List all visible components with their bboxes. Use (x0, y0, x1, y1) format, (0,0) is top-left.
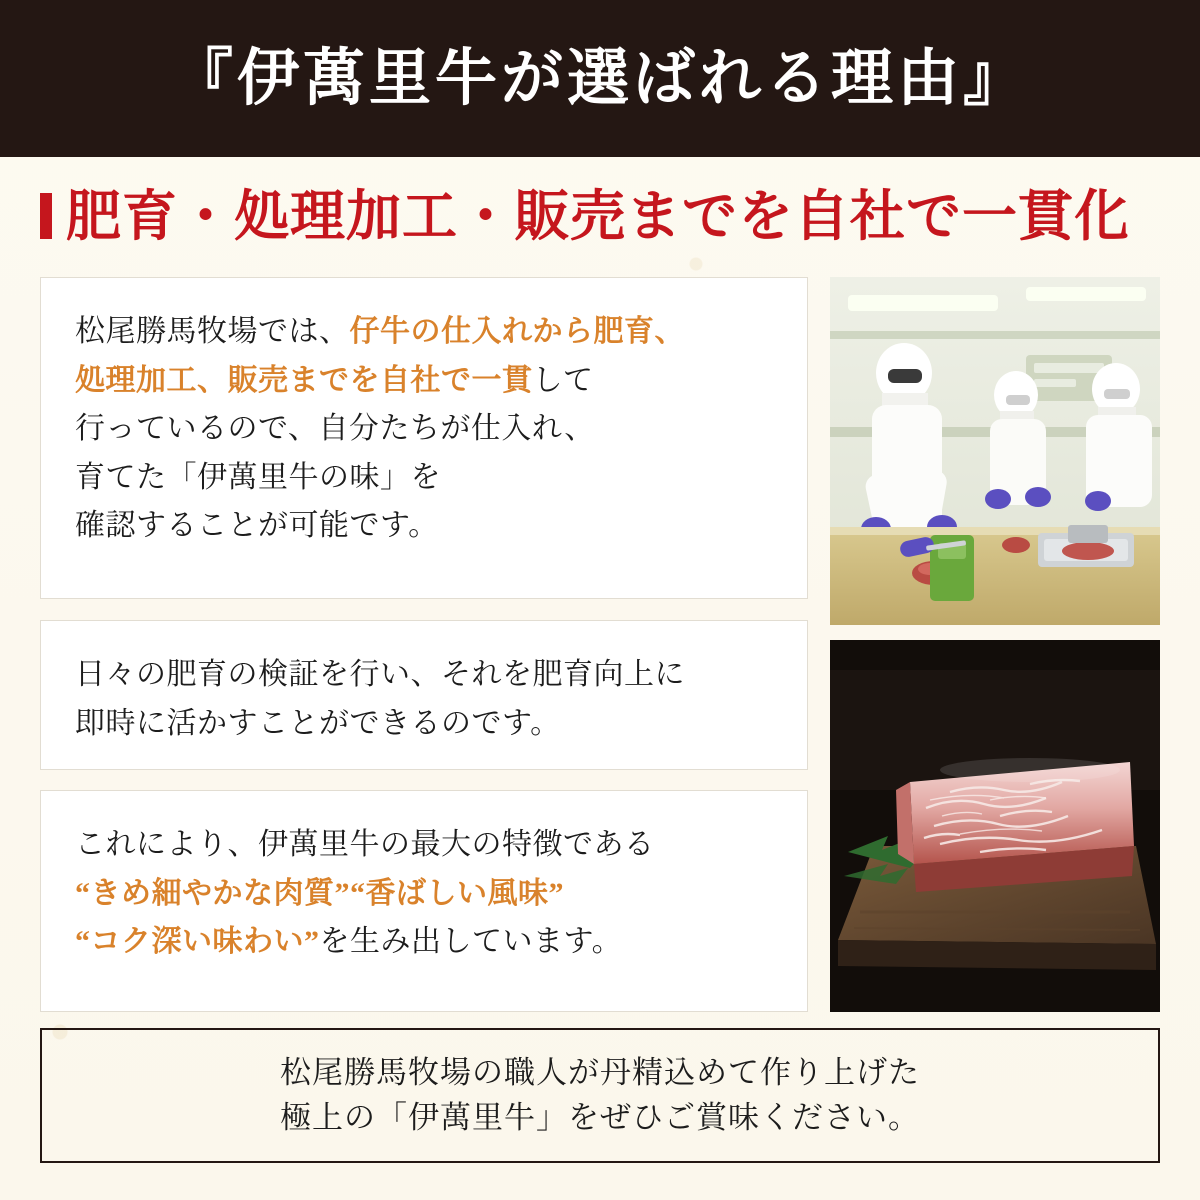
header-banner (0, 0, 1200, 157)
footer-line-2: 極上の「伊萬里牛」をぜひご賞味ください。 (280, 1099, 920, 1135)
text-box-2 (40, 620, 808, 770)
paragraph-line: 日々の肥育の検証を行い、それを肥育向上に (75, 658, 685, 691)
line-segment: を生み出しています。 (319, 925, 623, 959)
paragraph-line: これにより、伊萬里牛の最大の特徴である (75, 828, 655, 861)
footer-line-1: 松尾勝馬牧場の職人が丹精込めて作り上げた (280, 1054, 920, 1090)
subtitle-label: 肥育・処理加工・販売までを自社で一貫化 (66, 185, 1131, 247)
text-box-2-content (41, 621, 807, 778)
section-subtitle (40, 180, 1170, 252)
paragraph-line: 即時に活かすことができるのです。 (75, 706, 561, 740)
paragraph-line-highlight: “きめ細やかな肉質”“香ばしい風味” (75, 876, 564, 910)
meat-processing-photo (830, 277, 1160, 625)
line-segment: して (532, 363, 594, 397)
meat-processing-illustration (830, 277, 1160, 625)
wagyu-block-illustration (830, 640, 1160, 1012)
subtitle-accent-bar (40, 193, 52, 239)
wagyu-block-photo (830, 640, 1160, 1012)
text-box-1-content (41, 278, 807, 581)
page-title: 『伊萬里牛が選ばれる理由』 (170, 44, 1029, 113)
line-segment-highlight: 処理加工、販売までを自社で一貫 (75, 363, 533, 397)
paragraph-line (75, 308, 773, 357)
line-segment: 松尾勝馬牧場では、 (75, 315, 350, 348)
paragraph-line (75, 918, 773, 967)
text-box-1 (40, 277, 808, 599)
paragraph-line: 行っているので、自分たちが仕入れ、 (75, 412, 595, 446)
paragraph-line: 育てた「伊萬里牛の味」を (75, 460, 441, 494)
paragraph-line: 確認することが可能です。 (75, 509, 439, 543)
paragraph-line (75, 357, 773, 406)
line-segment-highlight: “コク深い味わい” (75, 925, 320, 959)
line-segment-highlight: 仔牛の仕入れから肥育、 (349, 315, 685, 348)
footer-message-box (40, 1028, 1160, 1163)
text-box-3-content (41, 791, 807, 997)
text-box-3 (40, 790, 808, 1012)
